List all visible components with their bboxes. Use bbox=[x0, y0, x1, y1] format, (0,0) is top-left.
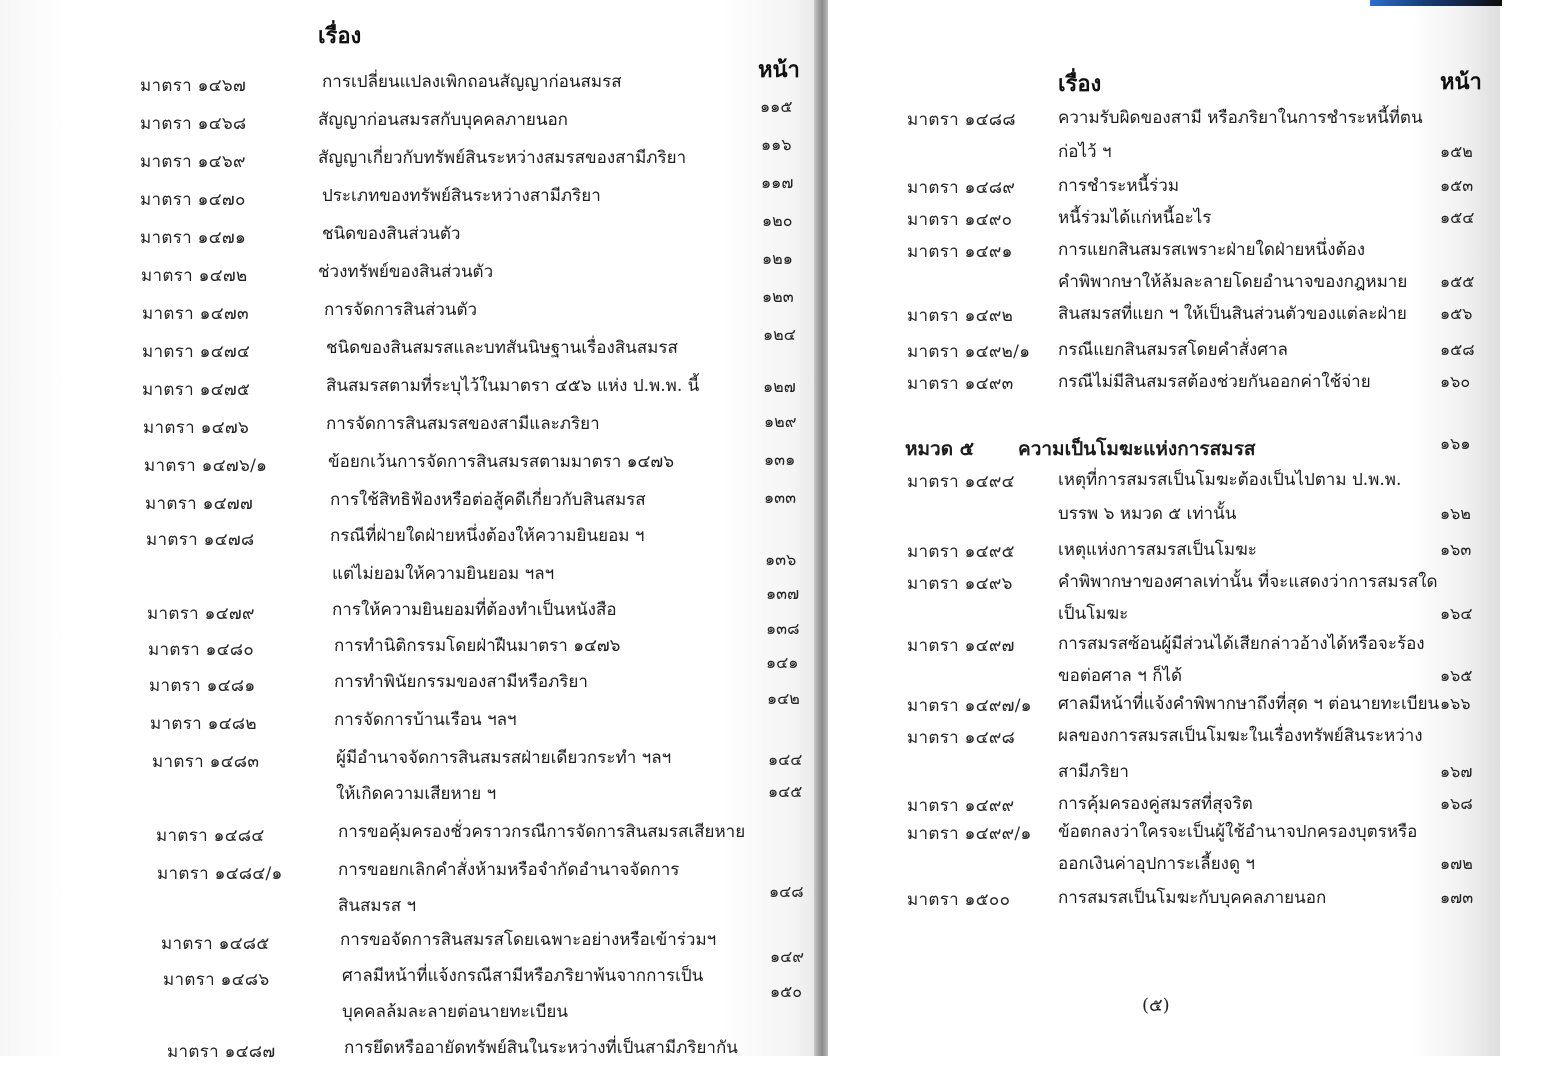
entry-title: ผู้มีอำนาจจัดการสินสมรสฝ่ายเดียวกระทำ ฯลฯ bbox=[336, 748, 672, 768]
entry-page: ๑๗๓ bbox=[1440, 888, 1474, 907]
section-number: มาตรา ๑๔๗๗ bbox=[145, 494, 254, 514]
entry-title: การชำระหนี้ร่วม bbox=[1058, 176, 1180, 196]
right-header-page: หน้า bbox=[1440, 69, 1482, 95]
entry-page: ๑๕๒ bbox=[1440, 142, 1473, 161]
section-number: มาตรา ๑๔๗๐ bbox=[140, 190, 246, 210]
section-number: มาตรา ๑๔๗๔ bbox=[142, 342, 251, 362]
section-number: มาตรา ๑๔๙๔ bbox=[907, 472, 1015, 492]
entry-page: ๑๖๓ bbox=[1440, 540, 1472, 559]
entry-title: สัญญาก่อนสมรสกับบุคคลภายนอก bbox=[318, 110, 568, 130]
entry-title: บรรพ ๖ หมวด ๕ เท่านั้น bbox=[1058, 504, 1237, 524]
entry-page: ๑๕๐ bbox=[770, 982, 803, 1001]
entry-page: ๑๑๗ bbox=[761, 173, 794, 192]
entry-title: ชนิดของสินสมรสและบทสันนิษฐานเรื่องสินสมรส bbox=[326, 338, 678, 358]
entry-page: ๑๖๗ bbox=[1440, 762, 1473, 781]
entry-title: ประเภทของทรัพย์สินระหว่างสามีภริยา bbox=[322, 186, 601, 206]
section-number: มาตรา ๑๔๗๘ bbox=[146, 530, 255, 550]
section-number: มาตรา ๑๔๖๙ bbox=[140, 152, 246, 172]
section-number: มาตรา ๑๔๙๓ bbox=[907, 374, 1014, 394]
section-number: มาตรา ๑๔๙๘ bbox=[907, 728, 1016, 748]
entry-title: เป็นโมฆะ bbox=[1058, 604, 1129, 624]
entry-page: ๑๒๔ bbox=[763, 325, 796, 344]
entry-title: บุคคลล้มละลายต่อนายทะเบียน bbox=[342, 1002, 568, 1022]
entry-title: ศาลมีหน้าที่แจ้งกรณีสามีหรือภริยาพ้นจากการเป็น bbox=[342, 966, 704, 986]
section-number: มาตรา ๑๔๙๑ bbox=[907, 242, 1013, 262]
entry-title: การสมรสเป็นโมฆะกับบุคคลภายนอก bbox=[1058, 888, 1327, 908]
page-number: (๕) bbox=[1142, 995, 1170, 1016]
section-number: มาตรา ๑๔๙๗ bbox=[907, 636, 1015, 656]
entry-page: ๑๖๔ bbox=[1440, 604, 1473, 623]
entry-page: ๑๓๑ bbox=[764, 450, 796, 469]
entry-title: การให้ความยินยอมที่ต้องทำเป็นหนังสือ bbox=[332, 600, 617, 620]
entry-title: เหตุแห่งการสมรสเป็นโมฆะ bbox=[1058, 540, 1257, 560]
chapter-label: หมวด ๕ bbox=[905, 438, 975, 460]
section-number: มาตรา ๑๔๗๙ bbox=[147, 604, 255, 624]
section-number: มาตรา ๑๔๙๒ bbox=[907, 306, 1014, 326]
chapter-title: ความเป็นโมฆะแห่งการสมรส bbox=[1018, 438, 1256, 460]
section-number: มาตรา ๑๔๘๖ bbox=[163, 970, 270, 990]
entry-page: ๑๖๐ bbox=[1440, 372, 1471, 391]
section-number: มาตรา ๑๔๙๙/๑ bbox=[907, 824, 1032, 844]
entry-page: ๑๕๕ bbox=[1440, 272, 1475, 291]
entry-title: สามีภริยา bbox=[1058, 762, 1129, 782]
entry-title: การใช้สิทธิฟ้องหรือต่อสู้คดีเกี่ยวกับสินสมรส bbox=[330, 490, 646, 510]
entry-title: การแยกสินสมรสเพราะฝ่ายใดฝ่ายหนึ่งต้อง bbox=[1058, 240, 1366, 260]
entry-page: ๑๕๓ bbox=[1440, 176, 1474, 195]
section-number: มาตรา ๑๔๙๙ bbox=[907, 796, 1015, 816]
entry-title: สินสมรสตามที่ระบุไว้ในมาตรา ๔๕๖ แห่ง ป.พ.พ. นี้ bbox=[326, 376, 700, 396]
entry-title: การทำนิติกรรมโดยฝ่าฝืนมาตรา ๑๔๗๖ bbox=[334, 636, 621, 656]
entry-title: สัญญาเกี่ยวกับทรัพย์สินระหว่างสมรสของสามีภริยา bbox=[318, 148, 687, 168]
entry-title: การจัดการสินสมรสของสามีและภริยา bbox=[326, 414, 600, 434]
entry-title: ให้เกิดความเสียหาย ฯ bbox=[336, 784, 497, 804]
entry-page: ๑๓๗ bbox=[766, 584, 800, 603]
entry-title: กรณีที่ฝ่ายใดฝ่ายหนึ่งต้องให้ความยินยอม ฯ bbox=[330, 526, 645, 546]
entry-title: สินสมรส ฯ bbox=[338, 896, 417, 916]
left-header-title: เรื่อง bbox=[318, 23, 362, 49]
entry-page: ๑๓๘ bbox=[766, 619, 800, 638]
section-number: มาตรา ๑๔๖๘ bbox=[140, 114, 247, 134]
section-number: มาตรา ๑๔๗๖/๑ bbox=[144, 456, 268, 476]
section-number: มาตรา ๑๔๗๕ bbox=[142, 380, 251, 400]
entry-page: ๑๖๒ bbox=[1440, 504, 1471, 523]
left-header-page: หน้า bbox=[758, 57, 800, 83]
entry-title: สินสมรสที่แยก ฯ ให้เป็นสินส่วนตัวของแต่ละฝ่าย bbox=[1058, 304, 1407, 324]
entry-page: ๑๒๗ bbox=[763, 377, 796, 396]
chapter-page: ๑๖๑ bbox=[1440, 434, 1471, 453]
entry-page: ๑๖๕ bbox=[1440, 666, 1473, 685]
section-number: มาตรา ๑๔๘๔ bbox=[156, 826, 265, 846]
section-number: มาตรา ๑๔๘๓ bbox=[152, 752, 260, 772]
section-number: มาตรา ๑๔๘๙ bbox=[907, 178, 1016, 198]
entry-title: แต่ไม่ยอมให้ความยินยอม ฯลฯ bbox=[332, 564, 555, 584]
entry-title: ศาลมีหน้าที่แจ้งคำพิพากษาถึงที่สุด ฯ ต่อนายทะเบียน bbox=[1058, 694, 1440, 714]
entry-page: ๑๗๒ bbox=[1440, 854, 1473, 873]
entry-title: การสมรสซ้อนผู้มีส่วนได้เสียกล่าวอ้างได้หรือจะร้อง bbox=[1058, 634, 1425, 654]
entry-page: ๑๑๖ bbox=[761, 135, 792, 154]
entry-title: การทำพินัยกรรมของสามีหรือภริยา bbox=[334, 672, 588, 692]
entry-page: ๑๖๖ bbox=[1440, 694, 1471, 713]
entry-page: ๑๔๕ bbox=[768, 782, 803, 801]
section-number: มาตรา ๑๔๘๒ bbox=[150, 714, 257, 734]
section-number: มาตรา ๑๔๘๔/๑ bbox=[157, 864, 283, 884]
entry-title: กรณีแยกสินสมรสโดยคำสั่งศาล bbox=[1058, 340, 1288, 360]
right-header-title: เรื่อง bbox=[1058, 71, 1102, 97]
entry-title: เหตุที่การสมรสเป็นโมฆะต้องเป็นไปตาม ป.พ.พ. bbox=[1058, 470, 1402, 490]
entry-page: ๑๒๙ bbox=[764, 412, 797, 431]
entry-page: ๑๔๙ bbox=[770, 947, 804, 966]
entry-title: การขอยกเลิกคำสั่งห้ามหรือจำกัดอำนาจจัดการ bbox=[338, 860, 680, 880]
entry-title: คำพิพากษาของศาลเท่านั้น ที่จะแสดงว่าการสมรสใด bbox=[1058, 572, 1438, 592]
section-number: มาตรา ๑๔๙๖ bbox=[907, 574, 1013, 594]
entry-page: ๑๕๔ bbox=[1440, 208, 1475, 227]
entry-title: การเปลี่ยนแปลงเพิกถอนสัญญาก่อนสมรส bbox=[322, 72, 622, 92]
book-gutter bbox=[814, 0, 828, 1056]
entry-title: ก่อไว้ ฯ bbox=[1058, 142, 1112, 162]
entry-page: ๑๓๖ bbox=[765, 550, 797, 569]
section-number: มาตรา ๑๔๘๑ bbox=[149, 676, 256, 696]
section-number: มาตรา ๑๔๗๑ bbox=[140, 228, 247, 248]
section-number: มาตรา ๑๔๘๐ bbox=[148, 640, 255, 660]
section-number: มาตรา ๑๕๐๐ bbox=[907, 890, 1011, 910]
entry-page: ๑๔๒ bbox=[767, 689, 800, 708]
entry-title: การยึดหรืออายัดทรัพย์สินในระหว่างที่เป็นสามีภริยากัน bbox=[344, 1038, 738, 1058]
section-number: มาตรา ๑๔๘๘ bbox=[907, 110, 1016, 130]
entry-page: ๑๕๖ bbox=[1440, 304, 1473, 323]
entry-title: หนี้ร่วมได้แก่หนี้อะไร bbox=[1058, 208, 1212, 228]
entry-page: ๑๔๑ bbox=[766, 653, 799, 672]
section-number: มาตรา ๑๔๙๐ bbox=[907, 210, 1013, 230]
entry-page: ๑๔๘ bbox=[769, 882, 804, 901]
section-number: มาตรา ๑๔๗๖ bbox=[143, 418, 250, 438]
entry-page: ๑๔๔ bbox=[768, 750, 803, 769]
entry-page: ๑๓๓ bbox=[764, 488, 797, 507]
section-number: มาตรา ๑๔๙๗/๑ bbox=[907, 696, 1032, 716]
section-number: มาตรา ๑๔๙๒/๑ bbox=[907, 342, 1031, 362]
entry-title: ข้อตกลงว่าใครจะเป็นผู้ใช้อำนาจปกครองบุตรหรือ bbox=[1058, 822, 1418, 842]
entry-title: กรณีไม่มีสินสมรสต้องช่วยกันออกค่าใช้จ่าย bbox=[1058, 372, 1371, 392]
section-number: มาตรา ๑๔๙๕ bbox=[907, 542, 1015, 562]
section-number: มาตรา ๑๔๗๒ bbox=[141, 266, 248, 286]
entry-page: ๑๕๘ bbox=[1440, 340, 1475, 359]
section-number: มาตรา ๑๔๘๗ bbox=[167, 1042, 276, 1062]
entry-title: การขอคุ้มครองชั่วคราวกรณีการจัดการสินสมรสเสียหาย bbox=[338, 822, 746, 842]
entry-title: คำพิพากษาให้ล้มละลายโดยอำนาจของกฎหมาย bbox=[1058, 272, 1408, 292]
entry-title: ออกเงินค่าอุปการะเลี้ยงดู ฯ bbox=[1058, 854, 1255, 874]
entry-title: การจัดการสินส่วนตัว bbox=[324, 300, 478, 320]
entry-page: ๑๒๑ bbox=[762, 249, 793, 268]
entry-page: ๑๑๕ bbox=[760, 97, 793, 116]
entry-title: ขอต่อศาล ฯ ก็ได้ bbox=[1058, 666, 1183, 686]
entry-title: ข้อยกเว้นการจัดการสินสมรสตามมาตรา ๑๔๗๖ bbox=[328, 452, 674, 472]
section-number: มาตรา ๑๔๗๓ bbox=[142, 304, 249, 324]
entry-title: ช่วงทรัพย์ของสินส่วนตัว bbox=[318, 262, 494, 282]
entry-title: การคุ้มครองคู่สมรสที่สุจริต bbox=[1058, 794, 1253, 814]
right-margin bbox=[1500, 0, 1551, 1056]
entry-title: ความรับผิดของสามี หรือภริยาในการชำระหนี้ที่ตน bbox=[1058, 108, 1423, 128]
entry-page: ๑๖๘ bbox=[1440, 794, 1473, 813]
section-number: มาตรา ๑๔๘๕ bbox=[161, 934, 270, 954]
background-object bbox=[1370, 0, 1502, 6]
section-number: มาตรา ๑๔๖๗ bbox=[140, 76, 247, 96]
entry-page: ๑๒๓ bbox=[762, 287, 794, 306]
entry-title: การจัดการบ้านเรือน ฯลฯ bbox=[334, 710, 517, 730]
entry-title: ชนิดของสินส่วนตัว bbox=[322, 224, 461, 244]
entry-page: ๑๒๐ bbox=[762, 211, 793, 230]
entry-title: การขอจัดการสินสมรสโดยเฉพาะอย่างหรือเข้าร่วมฯ bbox=[340, 930, 717, 950]
entry-title: ผลของการสมรสเป็นโมฆะในเรื่องทรัพย์สินระหว่าง bbox=[1058, 726, 1423, 746]
